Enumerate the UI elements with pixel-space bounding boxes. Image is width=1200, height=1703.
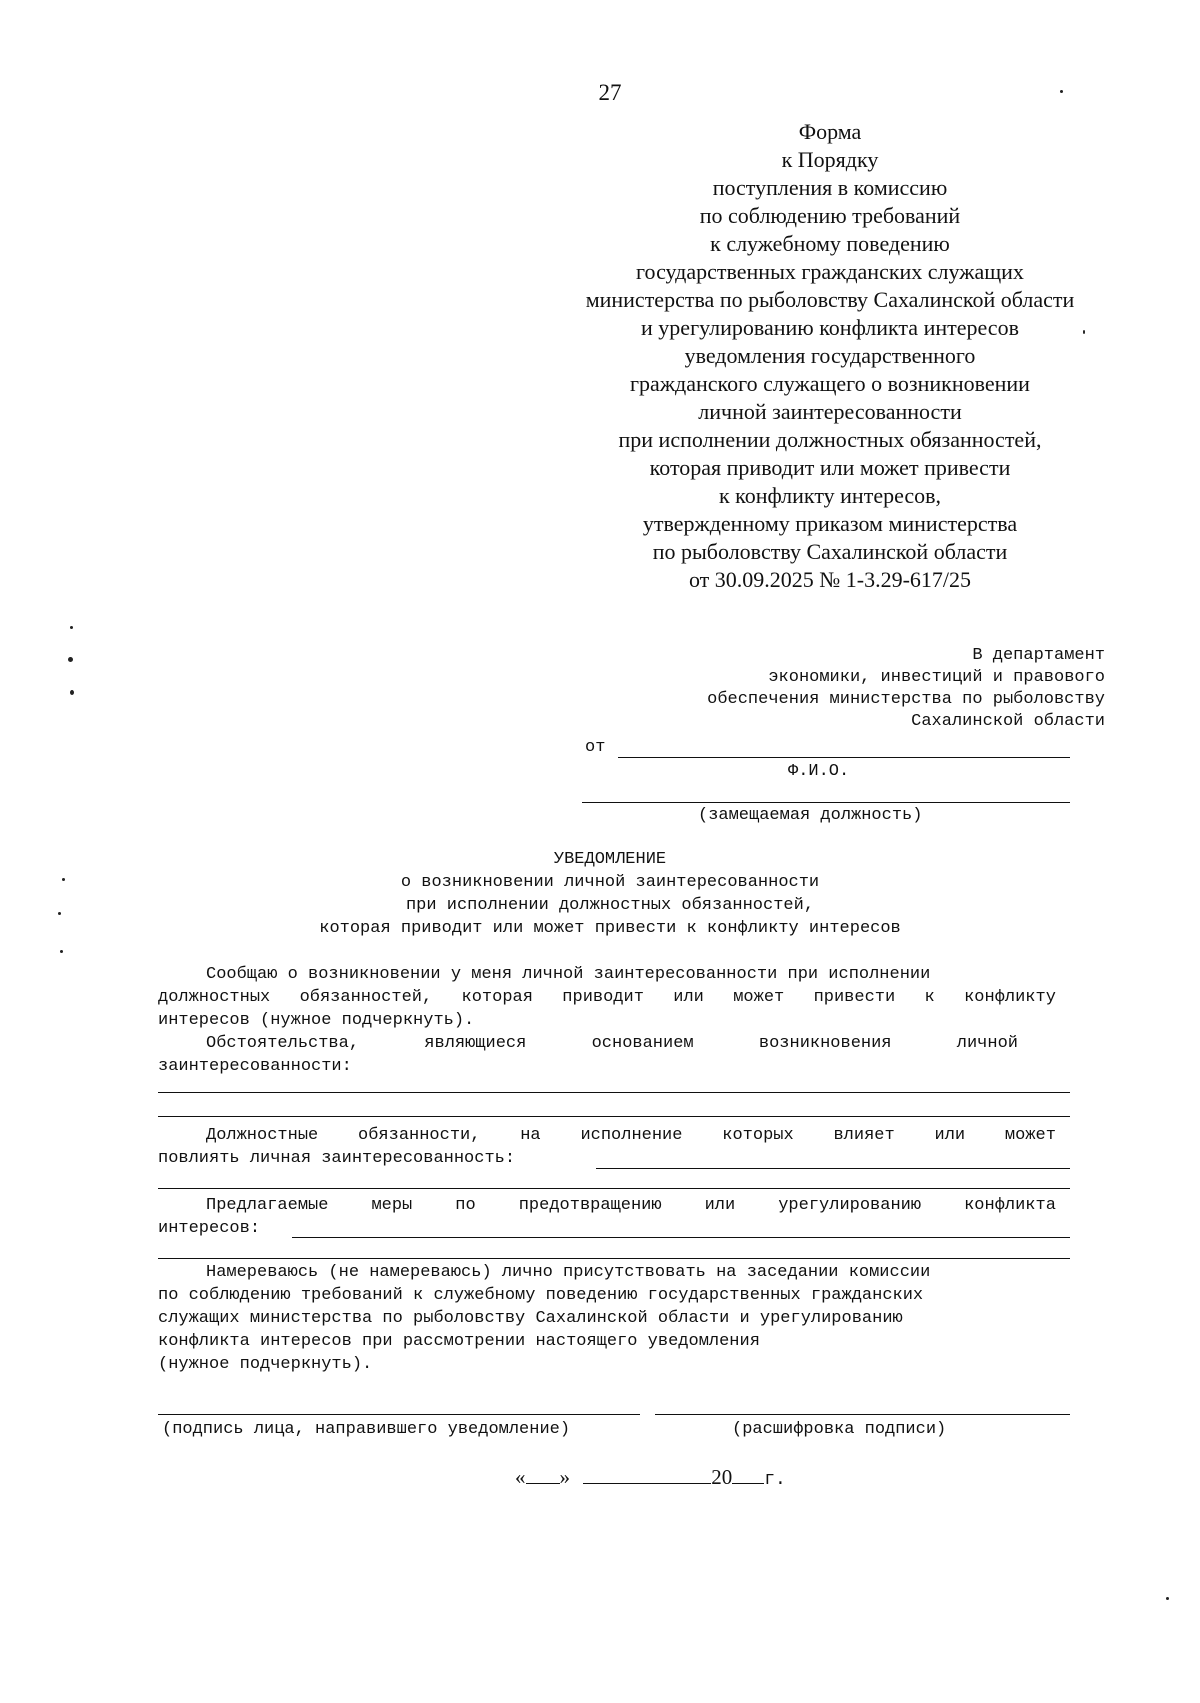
decoding-caption: (расшифровка подписи) [732, 1420, 947, 1439]
word: по [455, 1196, 476, 1215]
word: Обстоятельства, [206, 1034, 360, 1053]
scan-speck [1060, 90, 1063, 93]
paragraph-2-line-1 [158, 1034, 1018, 1053]
paragraph-2-line-2: заинтересованности: [158, 1057, 352, 1076]
month-input-line[interactable] [583, 1467, 711, 1484]
header-line: от 30.09.2025 № 1-3.29-617/25 [688, 567, 972, 592]
paragraph-3-line-1 [158, 1126, 1056, 1145]
word: или [673, 988, 704, 1007]
word: которых [722, 1126, 794, 1145]
header-line: государственных гражданских служащих [636, 259, 1024, 284]
notice-title [160, 848, 1060, 940]
header-line: Форма [798, 119, 862, 144]
from-label: от [585, 738, 606, 757]
header-line: личной заинтересованности [698, 399, 962, 424]
fio-caption: Ф.И.О. [788, 762, 850, 781]
year-prefix: 20 [711, 1465, 733, 1489]
year-input-line[interactable] [732, 1467, 764, 1484]
paragraph-4-line-1 [158, 1196, 1056, 1215]
form-header [520, 118, 1140, 594]
word: урегулированию [778, 1196, 922, 1215]
word: или [704, 1196, 736, 1215]
title-line: при исполнении должностных обязанностей, [405, 896, 815, 915]
addressee-block [585, 645, 1105, 733]
paragraph-5-line-2: по соблюдению требований к служебному поведению государственных гражданских [158, 1286, 924, 1305]
word: должностных [158, 988, 271, 1007]
addressee-line: экономики, инвестиций и правового [768, 668, 1105, 687]
scan-speck [70, 690, 74, 695]
paragraph-1-line-3: интересов (нужное подчеркнуть). [158, 1011, 475, 1030]
addressee-line: обеспечения министерства по рыболовству [707, 690, 1105, 709]
paragraph-3-line-2: повлиять личная заинтересованность: [158, 1149, 516, 1168]
circumstances-input-line-1[interactable] [158, 1092, 1070, 1093]
header-line: к Порядку [781, 147, 879, 172]
header-line: и урегулированию конфликта интересов [641, 315, 1019, 340]
header-line: министерства по рыболовству Сахалинской области [585, 287, 1075, 312]
scan-speck [1166, 1597, 1169, 1600]
word: меры [371, 1196, 413, 1215]
paragraph-5-line-3: служащих министерства по рыболовству Сахалинской области и урегулированию [158, 1309, 903, 1328]
scan-speck [62, 878, 65, 881]
scan-speck [58, 912, 61, 915]
scan-speck [70, 626, 73, 629]
word: приводит [562, 988, 644, 1007]
measures-input-line-1[interactable] [292, 1237, 1070, 1238]
paragraph-4-line-2: интересов: [158, 1219, 261, 1238]
page-number: 27 [598, 80, 622, 105]
header-line: к конфликту интересов, [718, 483, 942, 508]
word: может [733, 988, 785, 1007]
paragraph-1-line-2 [158, 988, 1056, 1007]
word: которая [461, 988, 533, 1007]
word: на [520, 1126, 541, 1145]
word: привести [813, 988, 896, 1007]
measures-input-line-2[interactable] [158, 1258, 1070, 1259]
header-line: поступления в комиссию [712, 175, 948, 200]
scan-speck [1083, 330, 1085, 334]
header-line: утвержденному приказом министерства [642, 511, 1018, 536]
title-heading: УВЕДОМЛЕНИЕ [553, 850, 667, 869]
date-row [515, 1465, 786, 1490]
word: основанием [591, 1034, 694, 1053]
word: Должностные [206, 1126, 319, 1145]
signature-input-line[interactable] [158, 1414, 640, 1415]
word: возникновения [758, 1034, 892, 1053]
title-line: которая приводит или может привести к конфликту интересов [319, 919, 901, 938]
header-line: по рыболовству Сахалинской области [652, 539, 1008, 564]
word: личной [956, 1034, 1018, 1053]
word: или [934, 1126, 966, 1145]
word: исполнение [580, 1126, 683, 1145]
title-line: о возникновении личной заинтересованности [400, 873, 820, 892]
header-line: при исполнении должностных обязанностей, [618, 427, 1042, 452]
year-suffix: г. [764, 1470, 786, 1490]
word: может [1004, 1126, 1056, 1145]
fio-input-line[interactable] [618, 757, 1070, 758]
duties-input-line-1[interactable] [596, 1168, 1070, 1169]
addressee-line: Сахалинской области [911, 712, 1105, 731]
word: влияет [833, 1126, 895, 1145]
paragraph-5-line-1: Намереваюсь (не намереваюсь) лично присутствовать на заседании комиссии [206, 1263, 931, 1282]
signature-decoding-input-line[interactable] [655, 1414, 1070, 1415]
header-line: по соблюдению требований [699, 203, 961, 228]
circumstances-input-line-2[interactable] [158, 1116, 1070, 1117]
header-line: уведомления государственного [684, 343, 976, 368]
word: обязанности, [358, 1126, 481, 1145]
word: Предлагаемые [206, 1196, 329, 1215]
addressee-line: В департамент [972, 646, 1105, 665]
day-input-line[interactable] [526, 1467, 560, 1484]
paragraph-5-line-5: (нужное подчеркнуть). [158, 1355, 373, 1374]
paragraph-1-line-1: Сообщаю о возникновении у меня личной заинтересованности при исполнении [206, 965, 931, 984]
header-line: к служебному поведению [710, 231, 950, 256]
word: конфликта [964, 1196, 1056, 1215]
position-caption: (замещаемая должность) [698, 806, 923, 825]
word: являющиеся [424, 1034, 527, 1053]
scan-speck [68, 657, 73, 662]
signature-caption: (подпись лица, направившего уведомление) [162, 1420, 571, 1439]
word: конфликту [964, 988, 1056, 1007]
date-open-quote: « [515, 1465, 526, 1489]
header-line: гражданского служащего о возникновении [630, 371, 1030, 396]
date-close-quote: » [559, 1465, 570, 1489]
word: предотвращению [518, 1196, 662, 1215]
paragraph-5-line-4: конфликта интересов при рассмотрении настоящего уведомления [158, 1332, 760, 1351]
duties-input-line-2[interactable] [158, 1188, 1070, 1189]
word: обязанностей, [299, 988, 433, 1007]
word: к [924, 988, 935, 1007]
position-input-line[interactable] [582, 802, 1070, 803]
scan-speck [60, 950, 63, 953]
header-line: которая приводит или может привести [649, 455, 1011, 480]
